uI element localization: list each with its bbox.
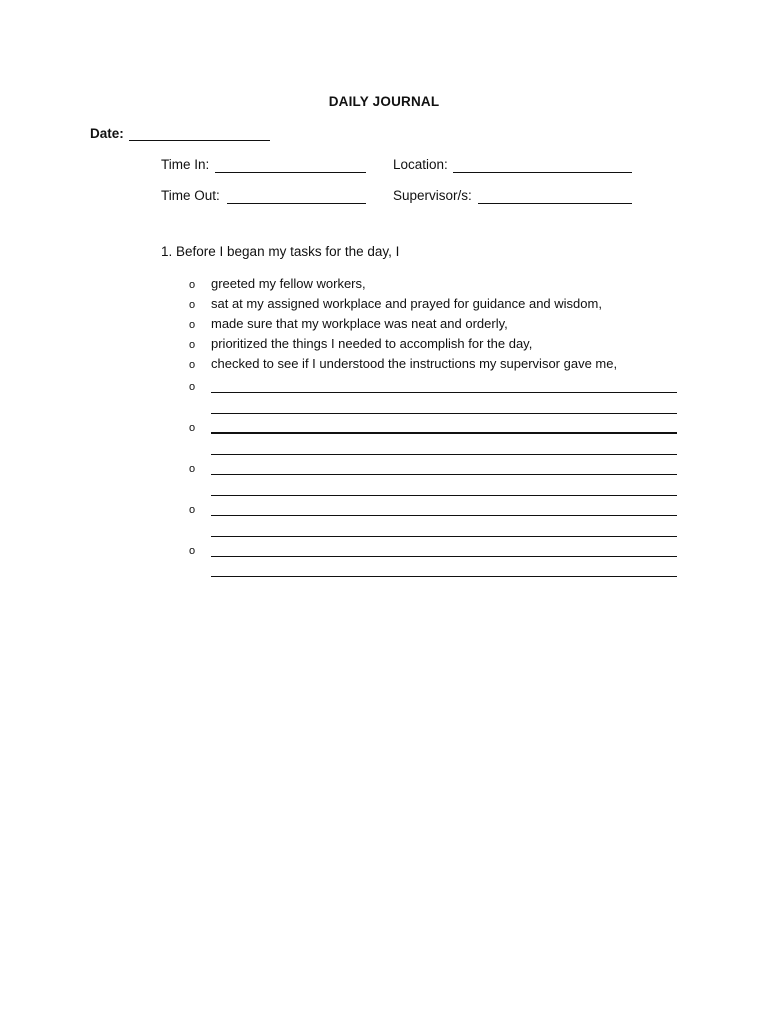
supervisors-label: Supervisor/s: bbox=[393, 188, 472, 203]
bullet-icon: o bbox=[189, 381, 196, 393]
time-in-blank[interactable] bbox=[215, 172, 366, 173]
list-item: greeted my fellow workers, bbox=[211, 276, 366, 291]
time-out-blank[interactable] bbox=[227, 203, 366, 204]
bullet-icon: o bbox=[189, 359, 196, 371]
time-in-label: Time In: bbox=[161, 157, 210, 172]
write-line[interactable] bbox=[211, 556, 677, 557]
date-label: Date: bbox=[90, 126, 124, 141]
supervisors-blank[interactable] bbox=[478, 203, 632, 204]
location-blank[interactable] bbox=[453, 172, 632, 173]
write-line[interactable] bbox=[211, 576, 677, 577]
list-item: made sure that my workplace was neat and orderly, bbox=[211, 316, 508, 331]
bullet-icon: o bbox=[189, 504, 196, 516]
write-line[interactable] bbox=[211, 413, 677, 414]
bullet-icon: o bbox=[189, 299, 196, 311]
bullet-icon: o bbox=[189, 279, 196, 291]
bullet-icon: o bbox=[189, 319, 196, 331]
location-label: Location: bbox=[393, 157, 448, 172]
write-line[interactable] bbox=[211, 536, 677, 537]
write-line[interactable] bbox=[211, 454, 677, 455]
write-line[interactable] bbox=[211, 495, 677, 496]
bullet-icon: o bbox=[189, 339, 196, 351]
write-line[interactable] bbox=[211, 432, 677, 434]
list-item: checked to see if I understood the instructions my supervisor gave me, bbox=[211, 356, 618, 371]
time-out-label: Time Out: bbox=[161, 188, 220, 203]
bullet-icon: o bbox=[189, 545, 196, 557]
list-item: prioritized the things I needed to accomplish for the day, bbox=[211, 336, 533, 351]
write-line[interactable] bbox=[211, 474, 677, 475]
bullet-icon: o bbox=[189, 422, 196, 434]
bullet-icon: o bbox=[189, 463, 196, 475]
write-line[interactable] bbox=[211, 392, 677, 393]
question-1: 1. Before I began my tasks for the day, I bbox=[161, 244, 400, 259]
date-blank[interactable] bbox=[129, 140, 270, 141]
list-item: sat at my assigned workplace and prayed for guidance and wisdom, bbox=[211, 296, 602, 311]
page-title: DAILY JOURNAL bbox=[328, 94, 440, 109]
write-line[interactable] bbox=[211, 515, 677, 516]
